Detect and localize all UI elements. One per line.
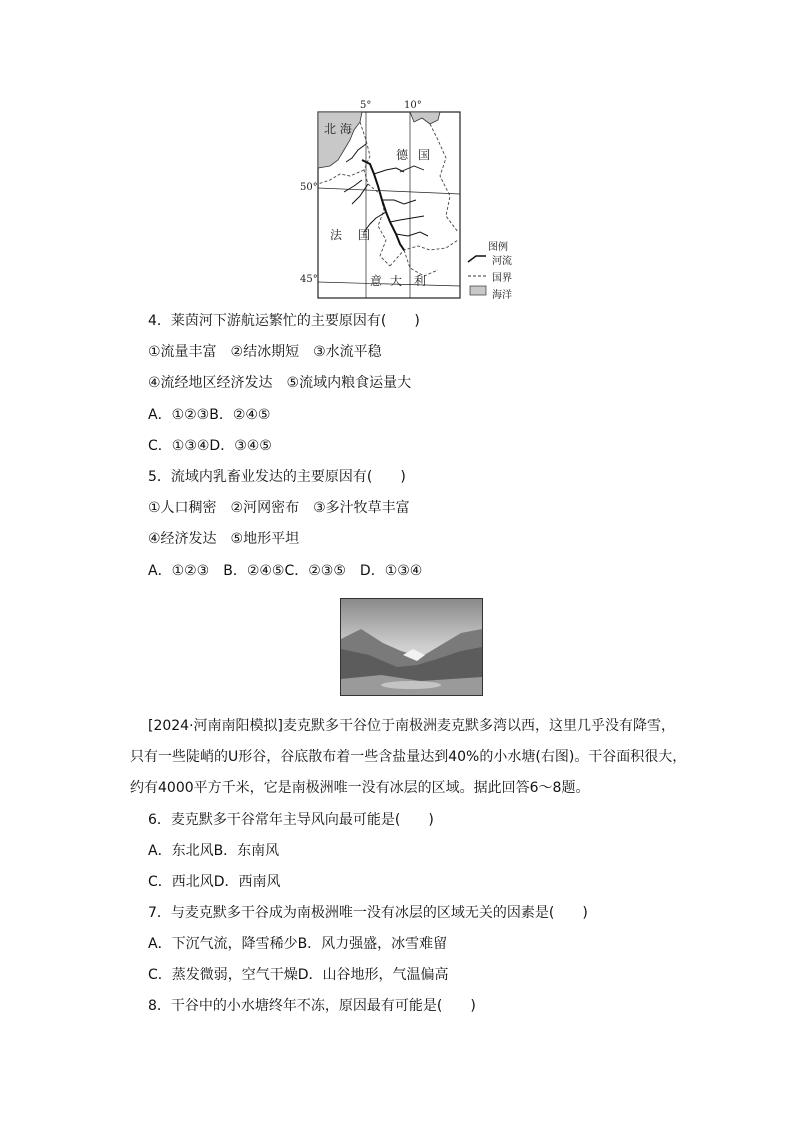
label-germany: 德 xyxy=(396,148,409,162)
legend-sea-symbol xyxy=(470,286,486,295)
label-italy: 大 xyxy=(390,274,403,288)
q5-options: ①人口稠密 ②河网密布 ③多汁牧草丰富 xyxy=(148,500,410,516)
q4-choices: A．①②③B．②④⑤ xyxy=(148,407,271,423)
passage-line: [2024·河南南阳模拟]麦克默多干谷位于南极洲麦克默多湾以西，这里几乎没有降雪， xyxy=(148,718,676,734)
q4-choices: C．①③④D．③④⑤ xyxy=(148,438,272,454)
q6-choices: C．西北风D．西南风 xyxy=(148,874,281,890)
lat-label: 45° xyxy=(300,274,318,285)
photo-graphic xyxy=(341,599,482,695)
passage-line: 约有4000平方千米，它是南极洲唯一没有冰层的区域。据此回答6～8题。 xyxy=(130,780,590,796)
legend-symbols xyxy=(466,252,490,296)
label-germany: 国 xyxy=(418,148,431,162)
legend-river-label: 河流 xyxy=(492,256,512,267)
rhine-map xyxy=(300,100,530,300)
legend-sea-label: 海洋 xyxy=(492,290,512,301)
passage-line: 只有一些陡峭的U形谷，谷底散布着一些含盐量达到40%的小水塘(右图)。干谷面积很大， xyxy=(130,749,687,765)
q6-choices: A．东北风B．东南风 xyxy=(148,843,280,859)
label-italy: 意 xyxy=(370,274,383,288)
legend-title: 图例 xyxy=(488,242,508,253)
q5-stem: 5．流域内乳畜业发达的主要原因有( ) xyxy=(148,469,406,485)
q7-choices: A．下沉气流，降雪稀少B．风力强盛，冰雪难留 xyxy=(148,936,448,952)
q7-stem: 7．与麦克默多干谷成为南极洲唯一没有冰层的区域无关的因素是( ) xyxy=(148,905,588,921)
dry-valley-photo xyxy=(340,598,483,696)
lon-label: 5° xyxy=(360,100,372,111)
q7-choices: C．蒸发微弱，空气干燥D．山谷地形，气温偏高 xyxy=(148,967,449,983)
lat-label: 50° xyxy=(300,182,318,193)
legend-border-label: 国界 xyxy=(492,273,512,284)
q4-options: ①流量丰富 ②结冰期短 ③水流平稳 xyxy=(148,344,382,360)
q8-stem: 8．干谷中的小水塘终年不冻，原因最有可能是( ) xyxy=(148,998,476,1014)
q6-stem: 6．麦克默多干谷常年主导风向最可能是( ) xyxy=(148,812,434,828)
q5-choices: A．①②③ B．②④⑤C．②③⑤ D．①③④ xyxy=(148,563,423,579)
label-north-sea: 北 海 xyxy=(324,122,352,136)
q5-options: ④经济发达 ⑤地形平坦 xyxy=(148,531,300,547)
lon-label: 10° xyxy=(404,100,422,111)
label-france: 国 xyxy=(358,228,371,242)
q4-options: ④流经地区经济发达 ⑤流域内粮食运量大 xyxy=(148,375,412,391)
label-france: 法 xyxy=(330,228,343,242)
q4-stem: 4．莱茵河下游航运繁忙的主要原因有( ) xyxy=(148,313,420,329)
label-italy: 利 xyxy=(414,274,427,288)
legend-river-symbol xyxy=(468,256,486,262)
